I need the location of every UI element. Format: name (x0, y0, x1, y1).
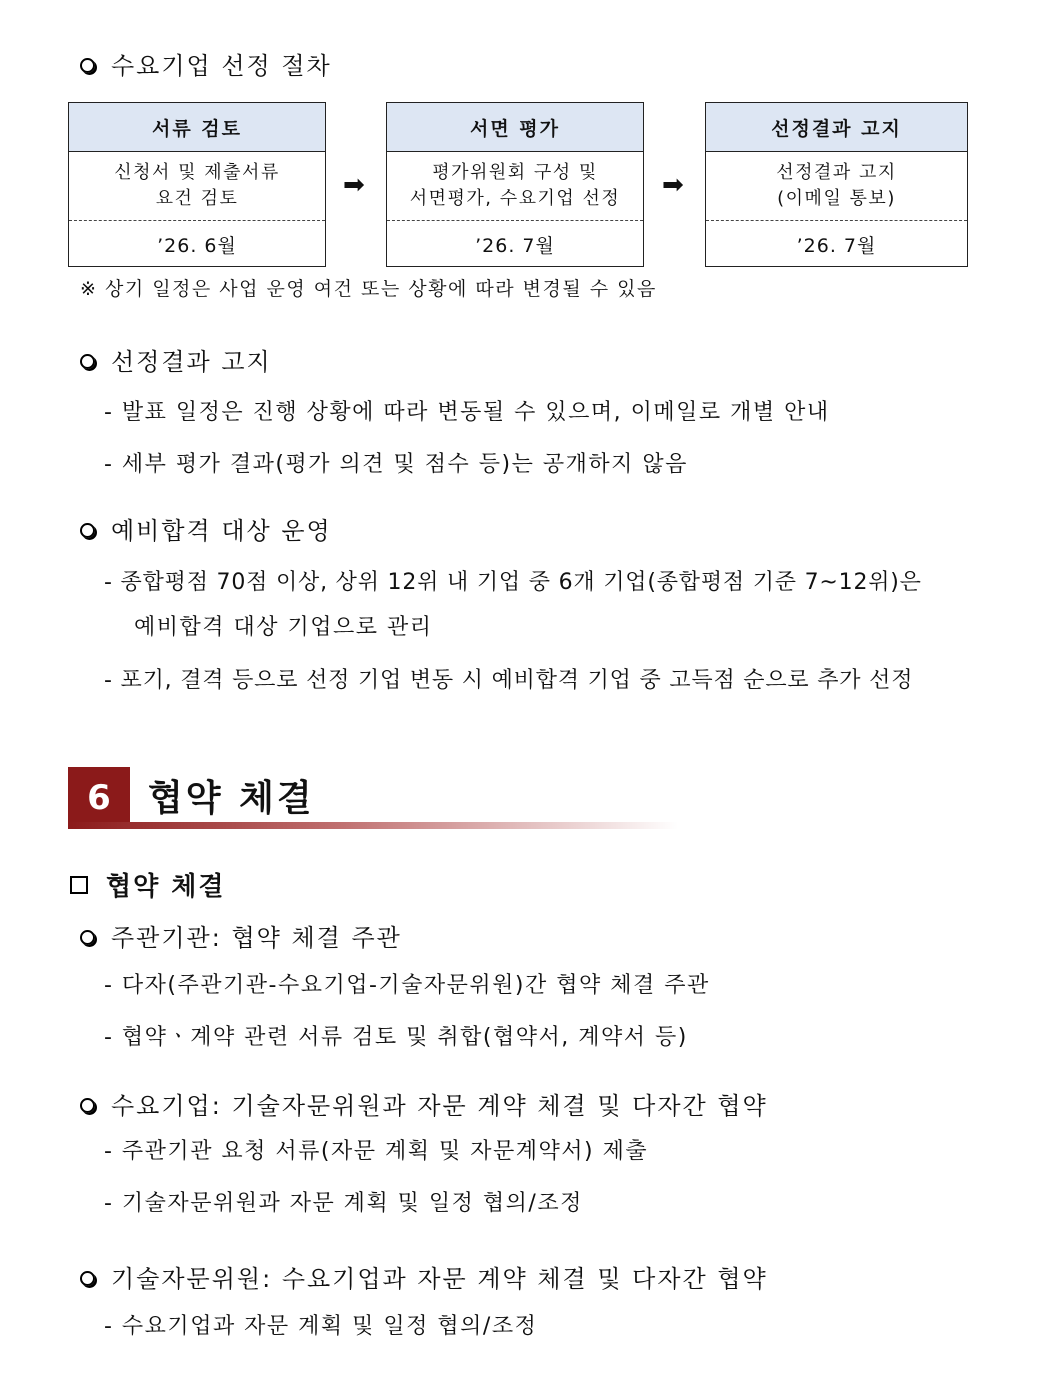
reserve-heading-text: 예비합격 대상 운영 (111, 517, 332, 545)
agreement-subheading-text: 협약 체결 (106, 872, 226, 902)
circle-bullet-icon (80, 523, 95, 538)
host-heading (80, 918, 402, 953)
result-item: - 발표 일정은 진행 상황에 따라 변동될 수 있으며, 이메일로 개별 안내 (104, 400, 830, 425)
right-arrow-icon: ➡ (343, 170, 365, 200)
section-number: 6 (68, 767, 130, 829)
step-box-2 (386, 102, 644, 267)
step-desc (69, 152, 325, 221)
schedule-note: ※ 상기 일정은 사업 운영 여건 또는 상황에 따라 변경될 수 있음 (80, 278, 657, 300)
step-date: ’26. 6월 (157, 234, 237, 257)
step-desc (387, 152, 643, 221)
demand-item: - 기술자문위원과 자문 계획 및 일정 협의/조정 (104, 1191, 583, 1216)
step-desc-line: 서면평가, 수요기업 선정 (409, 188, 621, 209)
host-item: - 다자(주관기관-수요기업-기술자문위원)간 협약 체결 주관 (104, 973, 710, 998)
step-title: 서류 검토 (69, 103, 325, 152)
section-title: 협약 체결 (148, 778, 315, 819)
circle-bullet-icon (80, 1271, 95, 1286)
procedure-heading (80, 46, 332, 81)
demand-heading (80, 1086, 768, 1121)
advisor-heading-text: 기술자문위원: 수요기업과 자문 계약 체결 및 다자간 협약 (111, 1265, 768, 1293)
step-desc-line: 요건 검토 (155, 188, 239, 209)
step-box-1 (68, 102, 326, 267)
demand-heading-text: 수요기업: 기술자문위원과 자문 계약 체결 및 다자간 협약 (111, 1092, 768, 1120)
circle-bullet-icon (80, 354, 95, 369)
reserve-item: - 포기, 결격 등으로 선정 기업 변동 시 예비합격 기업 중 고득점 순으로 추가 선정 (104, 668, 914, 693)
circle-bullet-icon (80, 58, 95, 73)
reserve-item: - 종합평점 70점 이상, 상위 12위 내 기업 중 6개 기업(종합평점 기준 7~12위)은 (104, 570, 922, 595)
step-date: ’26. 7월 (796, 234, 877, 257)
advisor-heading (80, 1259, 768, 1294)
step-title: 서면 평가 (387, 103, 643, 152)
right-arrow-icon: ➡ (662, 170, 684, 200)
host-item: - 협약ㆍ계약 관련 서류 검토 및 취합(협약서, 계약서 등) (104, 1025, 688, 1050)
step-desc-line: 평가위원회 구성 및 (432, 162, 598, 183)
step-title: 선정결과 고지 (706, 103, 967, 152)
result-item: - 세부 평가 결과(평가 의견 및 점수 등)는 공개하지 않음 (104, 452, 688, 477)
demand-item: - 주관기관 요청 서류(자문 계획 및 자문계약서) 제출 (104, 1139, 649, 1164)
host-heading-text: 주관기관: 협약 체결 주관 (111, 924, 402, 952)
reserve-item-continued: 예비합격 대상 기업으로 관리 (134, 615, 433, 640)
step-desc (706, 152, 967, 221)
section-underline (68, 822, 678, 829)
advisor-item: - 수요기업과 자문 계획 및 일정 협의/조정 (104, 1314, 538, 1339)
reserve-heading (80, 511, 332, 546)
step-box-3 (705, 102, 968, 267)
result-heading-text: 선정결과 고지 (111, 348, 272, 376)
procedure-heading-text: 수요기업 선정 절차 (111, 52, 332, 80)
step-date: ’26. 7월 (475, 234, 555, 257)
agreement-subheading (70, 866, 226, 903)
step-desc-line: 선정결과 고지 (776, 162, 897, 183)
circle-bullet-icon (80, 1098, 95, 1113)
step-desc-line: (이메일 통보) (777, 188, 896, 209)
circle-bullet-icon (80, 930, 95, 945)
result-heading (80, 342, 272, 377)
square-bullet-icon (70, 876, 88, 894)
step-desc-line: 신청서 및 제출서류 (114, 162, 280, 183)
